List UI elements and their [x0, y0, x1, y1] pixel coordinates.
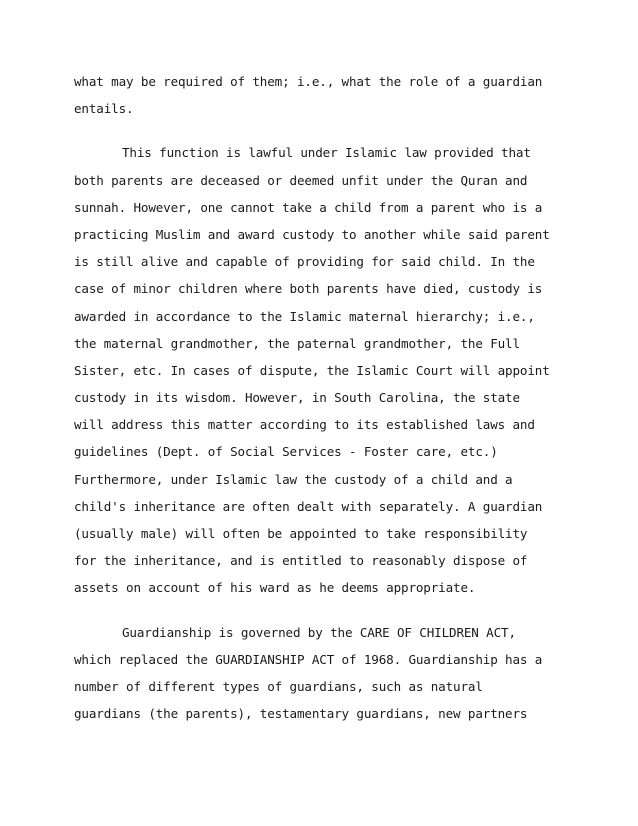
- text-line: both parents are deceased or deemed unfit under the Quran and: [74, 172, 528, 188]
- text-line: sunnah. However, one cannot take a child from a parent who is a: [74, 199, 543, 215]
- paragraph-spacer: [74, 602, 574, 619]
- text-line: custody in its wisdom. However, in South Carolina, the state: [74, 390, 520, 406]
- text-line: entails.: [74, 101, 134, 117]
- text-line: case of minor children where both parents have died, custody is: [74, 281, 543, 297]
- paragraph-spacer: [74, 122, 574, 139]
- text-line: (usually male) will often be appointed to take responsibility: [74, 526, 528, 541]
- text-line: guardians (the parents), testamentary guardians, new partners: [74, 706, 528, 722]
- text-line: is still alive and capable of providing for said child. In the: [74, 254, 535, 270]
- document-body: [74, 68, 574, 727]
- text-line: Guardianship is governed by the CARE OF CHILDREN ACT,: [122, 624, 516, 640]
- text-line: Sister, etc. In cases of dispute, the Islamic Court will appoint: [74, 362, 550, 378]
- text-line: This function is lawful under Islamic law provided that: [122, 145, 531, 161]
- text-line: awarded in accordance to the Islamic maternal hierarchy; i.e.,: [74, 308, 535, 324]
- text-line: what may be required of them; i.e., what the role of a guardian: [74, 74, 543, 89]
- text-line: Furthermore, under Islamic law the custody of a child and a: [74, 471, 513, 487]
- text-line: which replaced the GUARDIANSHIP ACT of 1968. Guardianship has a: [74, 651, 543, 667]
- text-line: number of different types of guardians, such as natural: [74, 678, 483, 694]
- paragraph-1: [74, 68, 574, 122]
- text-line: assets on account of his ward as he deems appropriate.: [74, 580, 476, 596]
- text-line: will address this matter according to its established laws and: [74, 417, 535, 433]
- text-line: guidelines (Dept. of Social Services - Foster care, etc.): [74, 444, 498, 460]
- paragraph-2: [74, 139, 574, 601]
- paragraph-3: [74, 619, 574, 728]
- text-line: the maternal grandmother, the paternal grandmother, the Full: [74, 335, 520, 351]
- text-line: child's inheritance are often dealt with separately. A guardian: [74, 498, 543, 514]
- text-line: for the inheritance, and is entitled to reasonably dispose of: [74, 553, 528, 569]
- text-line: practicing Muslim and award custody to another while said parent: [74, 226, 550, 242]
